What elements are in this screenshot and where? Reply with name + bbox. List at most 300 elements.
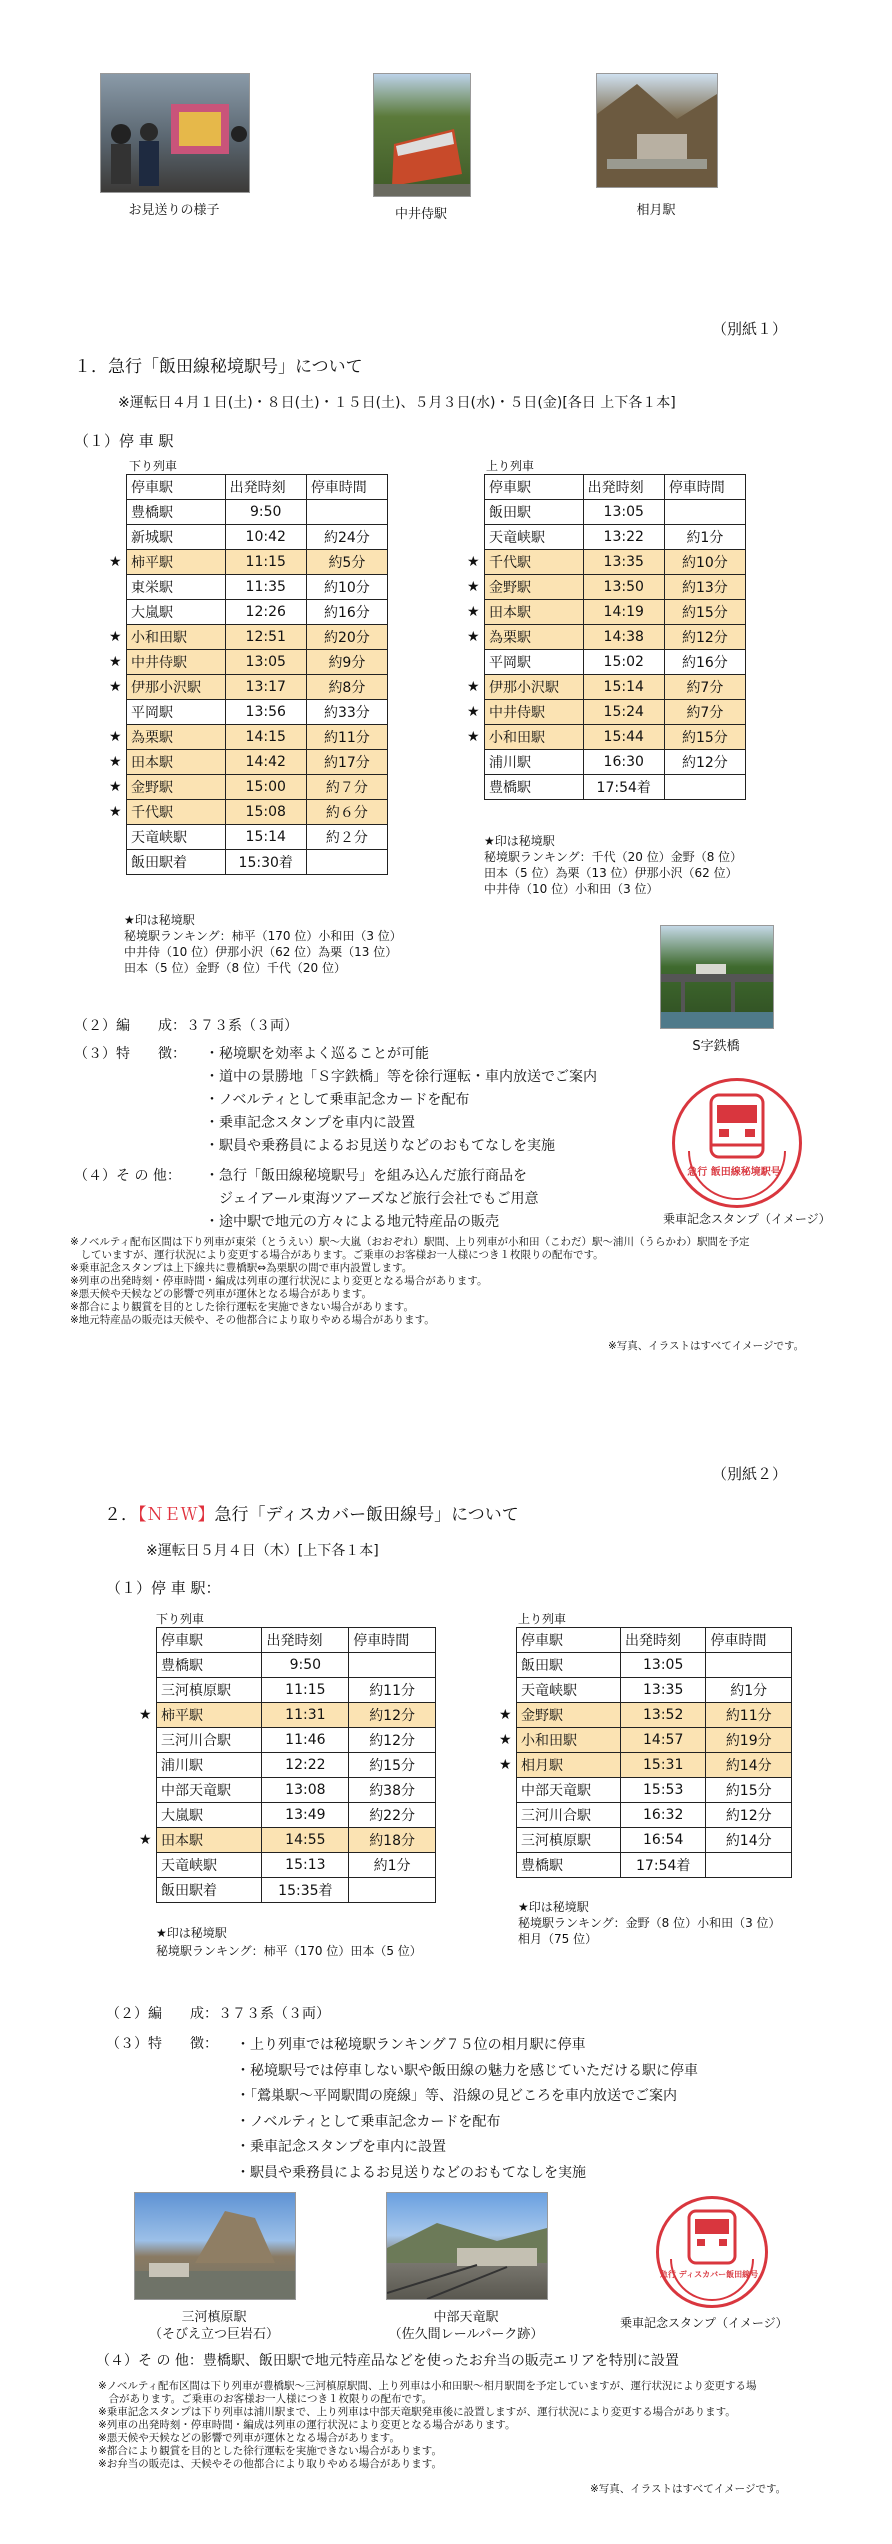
text-line: ※列車の出発時刻・停車時間・編成は列車の運行状況により変更となる場合があります。 (98, 2419, 516, 2431)
time-cell: 11:15 (225, 550, 306, 575)
stop-duration-cell: 約16分 (306, 600, 387, 625)
section-2-title-text: 急行「ディスカバー飯田線号」について (214, 1505, 519, 1525)
time-cell: 13:35 (620, 1678, 706, 1703)
time-cell: 14:55 (262, 1828, 349, 1853)
table-row (157, 1853, 436, 1878)
time-cell: 14:57 (620, 1728, 706, 1753)
stop-duration-cell (664, 775, 745, 800)
table-row (517, 1653, 792, 1678)
text-line: ・途中駅で地元の方々による地元特産品の販売 (205, 1214, 499, 1230)
secret-station-star-icon: ★ (499, 1731, 512, 1748)
table-row (157, 1728, 436, 1753)
s2-other: （４）そ の 他：豊橋駅、飯田駅で地元特産品などを使ったお弁当の販売エリアを特別に設置 (96, 2353, 679, 2369)
text-line: 田本（5 位）為栗（13 位）伊那小沢（62 位） (484, 866, 738, 880)
station-cell: 平岡駅 (127, 700, 226, 725)
text-line: 秘境駅ランキング：柿平（170 位）田本（5 位） (156, 1944, 422, 1958)
secret-station-star-icon: ★ (109, 803, 122, 820)
stop-duration-cell: 約11分 (306, 725, 387, 750)
table-row (127, 800, 388, 825)
table-row (157, 1828, 436, 1853)
table-row (485, 650, 746, 675)
stop-duration-cell: 約22分 (349, 1803, 436, 1828)
station-cell: 三河槙原駅 (517, 1828, 621, 1853)
text-line: ※ノベルティ配布区間は下り列車が東栄（とうえい）駅～大嵐（おおぞれ）駅間、上り列車が小和田（こわだ）駅～浦川（うらかわ）駅間を予定 (70, 1236, 750, 1248)
text-line: ・駅員や乗務員によるお見送りなどのおもてなしを実施 (236, 2164, 586, 2181)
stop-duration-cell: 約15分 (664, 725, 745, 750)
text-line: ※悪天候や天候などの影響で列車が運休となる場合があります。 (70, 1288, 372, 1300)
text-line: 相月（75 位） (518, 1932, 598, 1946)
station-cell: 豊橋駅 (517, 1853, 621, 1878)
station-cell: 飯田駅 (517, 1653, 621, 1678)
station-cell: 伊那小沢駅 (485, 675, 584, 700)
stop-duration-cell: 約15分 (706, 1778, 792, 1803)
stop-duration-cell (349, 1878, 436, 1903)
table-row (517, 1678, 792, 1703)
time-cell: 15:14 (583, 675, 664, 700)
s1-up-timetable (484, 474, 746, 800)
text-line: ★印は秘境駅 (156, 1926, 227, 1940)
table-row (485, 625, 746, 650)
appendix-2-label: （別紙２） (712, 1465, 788, 1483)
stamp-1-caption: 乗車記念スタンプ（イメージ） (663, 1212, 831, 1226)
text-line: ※ノベルティ配布区間は下り列車が豊橋駅～三河槙原駅間、上り列車は小和田駅～相月駅間を予定していますが、運行状況により変更する場 (98, 2380, 757, 2392)
station-cell: 東栄駅 (127, 575, 226, 600)
table-row (485, 550, 746, 575)
photo-chubu-tenryu (386, 2192, 548, 2300)
stop-duration-cell (706, 1653, 792, 1678)
photo-icon (661, 926, 773, 1028)
photo-mikawa-makihara-caption-1: 三河槙原駅 (181, 2310, 247, 2325)
stop-duration-cell: 約17分 (306, 750, 387, 775)
table-row (485, 600, 746, 625)
time-cell: 13:56 (225, 700, 306, 725)
s1-down-label: 下り列車 (129, 459, 178, 473)
text-line: ★印は秘境駅 (518, 1900, 589, 1914)
station-cell: 豊橋駅 (157, 1653, 262, 1678)
time-cell: 16:54 (620, 1828, 706, 1853)
text-line: ※乗車記念スタンプは上下線共に豊橋駅⇔為栗駅の間で車内設置します。 (70, 1262, 413, 1274)
photo-s-bridge (660, 925, 774, 1029)
timetable-header (485, 475, 746, 500)
table-row (127, 825, 388, 850)
time-cell: 15:24 (583, 700, 664, 725)
station-cell: 伊那小沢駅 (127, 675, 226, 700)
train-stamp-icon (659, 2199, 765, 2305)
stop-duration-cell: 約11分 (706, 1703, 792, 1728)
station-cell: 中井侍駅 (485, 700, 584, 725)
time-cell: 13:50 (583, 575, 664, 600)
station-cell: 千代駅 (485, 550, 584, 575)
photo-aizuki (596, 73, 718, 188)
stop-duration-cell (349, 1653, 436, 1678)
table-row (127, 850, 388, 875)
section-1-schedule: ※運転日４月１日(土)・８日(土)・１５日(土)、５月３日(水)・５日(金)[各日 上下各１本] (118, 395, 676, 411)
station-cell: 豊橋駅 (485, 775, 584, 800)
text-line: ・急行「飯田線秘境駅号」を組み込んだ旅行商品を (205, 1168, 527, 1184)
s1-other-label: （４）そ の 他： (74, 1168, 181, 1184)
text-line: ※都合により観賞を目的とした徐行運転を実施できない場合があります。 (70, 1301, 414, 1313)
secret-station-star-icon: ★ (109, 553, 122, 570)
table-row (517, 1728, 792, 1753)
s1-other-list (205, 1165, 538, 1234)
secret-station-star-icon: ★ (109, 778, 122, 795)
stamp-1-text: 急行 飯田線秘境駅号 (687, 1167, 781, 1178)
time-cell: 9:50 (225, 500, 306, 525)
station-cell: 田本駅 (485, 600, 584, 625)
secret-station-star-icon: ★ (109, 653, 122, 670)
text-line: ※乗車記念スタンプは下り列車は浦川駅まで、上り列車は中部天竜駅発車後に設置しますが、運行状況により変更する場合があります。 (98, 2406, 736, 2418)
time-cell: 15:35着 (262, 1878, 349, 1903)
station-cell: 柿平駅 (127, 550, 226, 575)
stop-duration-cell: 約２分 (306, 825, 387, 850)
text-line: 中井侍（10 位）伊那小沢（62 位）為栗（13 位） (124, 945, 398, 959)
text-line: ・道中の景勝地「Ｓ字鉄橋」等を徐行運転・車内放送でご案内 (205, 1069, 597, 1085)
stop-duration-cell: 約18分 (349, 1828, 436, 1853)
s2-formation: （２）編 成：３７３系（３両） (106, 2006, 330, 2022)
station-cell: 相月駅 (517, 1753, 621, 1778)
table-row (517, 1828, 792, 1853)
time-cell: 15:14 (225, 825, 306, 850)
stop-duration-cell: 約38分 (349, 1778, 436, 1803)
table-row (485, 775, 746, 800)
table-row (157, 1678, 436, 1703)
table-row (157, 1778, 436, 1803)
time-cell: 13:22 (583, 525, 664, 550)
s2-footnotes (98, 2380, 757, 2471)
stop-duration-cell (706, 1853, 792, 1878)
text-line: ★印は秘境駅 (484, 834, 555, 848)
photo-chubu-tenryu-caption-2: （佐久間レールパーク跡） (388, 2327, 544, 2342)
table-row (127, 700, 388, 725)
text-line: ・「鶯巣駅～平岡駅間の廃線」等、沿線の見どころを車内放送でご案内 (236, 2088, 677, 2104)
table-row (485, 750, 746, 775)
text-line: ・秘境駅号では停車しない駅や飯田線の魅力を感じていただける駅に停車 (236, 2062, 698, 2079)
secret-station-star-icon: ★ (467, 678, 480, 695)
table-row (127, 525, 388, 550)
stop-duration-cell: 約15分 (664, 600, 745, 625)
stop-duration-cell: 約20分 (306, 625, 387, 650)
stamp-2-caption: 乗車記念スタンプ（イメージ） (620, 2316, 788, 2330)
s2-up-timetable (516, 1627, 792, 1878)
column-header: 停車駅 (517, 1628, 621, 1653)
s1-features-label: （３）特 徴： (74, 1046, 186, 1062)
s1-down-notes (124, 912, 402, 976)
time-cell: 17:54着 (620, 1853, 706, 1878)
stop-duration-cell: 約8分 (306, 675, 387, 700)
text-line: していますが、運行状況により変更する場合があります。ご乗車のお客様お一人様につき１枚限りの配布です。 (70, 1249, 604, 1261)
photo-send-off (100, 73, 250, 193)
commemorative-stamp-2 (656, 2196, 768, 2308)
s1-footnotes (70, 1236, 750, 1327)
text-line: ★印は秘境駅 (124, 913, 195, 927)
table-row (485, 700, 746, 725)
text-line: ・秘境駅を効率よく巡ることが可能 (205, 1046, 429, 1062)
timetable-header (517, 1628, 792, 1653)
stop-duration-cell: 約６分 (306, 800, 387, 825)
s2-down-notes (156, 1924, 422, 1960)
table-row (517, 1778, 792, 1803)
stop-duration-cell: 約14分 (706, 1828, 792, 1853)
table-row (157, 1703, 436, 1728)
time-cell: 15:31 (620, 1753, 706, 1778)
table-row (517, 1853, 792, 1878)
stop-duration-cell: 約15分 (349, 1753, 436, 1778)
table-row (127, 575, 388, 600)
table-row (127, 775, 388, 800)
text-line: 秘境駅ランキング：柿平（170 位）小和田（3 位） (124, 929, 402, 943)
text-line: 秘境駅ランキング：金野（8 位）小和田（3 位） (518, 1916, 781, 1930)
table-row (127, 725, 388, 750)
section-1-stations-heading: （１）停 車 駅 (74, 432, 174, 450)
station-cell: 新城駅 (127, 525, 226, 550)
table-row (485, 675, 746, 700)
text-line: ※地元特産品の販売は天候や、その他都合により取りやめる場合があります。 (70, 1314, 435, 1326)
s2-down-timetable (156, 1627, 436, 1903)
stop-duration-cell: 約12分 (349, 1703, 436, 1728)
time-cell: 16:30 (583, 750, 664, 775)
time-cell: 15:53 (620, 1778, 706, 1803)
timetable-header (157, 1628, 436, 1653)
photo-icon (387, 2193, 547, 2299)
station-cell: 中部天竜駅 (157, 1778, 262, 1803)
secret-station-star-icon: ★ (467, 603, 480, 620)
secret-station-star-icon: ★ (109, 753, 122, 770)
station-cell: 浦川駅 (157, 1753, 262, 1778)
time-cell: 14:19 (583, 600, 664, 625)
table-row (127, 500, 388, 525)
time-cell: 15:13 (262, 1853, 349, 1878)
photo-send-off-caption: お見送りの様子 (128, 203, 220, 218)
table-row (485, 725, 746, 750)
station-cell: 大嵐駅 (157, 1803, 262, 1828)
column-header: 停車時間 (306, 475, 387, 500)
table-row (157, 1653, 436, 1678)
section-2-schedule: ※運転日５月４日（木）[上下各１本] (146, 1543, 379, 1559)
time-cell: 14:42 (225, 750, 306, 775)
stop-duration-cell (306, 850, 387, 875)
stop-duration-cell: 約７分 (306, 775, 387, 800)
table-row (157, 1878, 436, 1903)
text-line: 中井侍（10 位）小和田（3 位） (484, 882, 659, 896)
station-cell: 平岡駅 (485, 650, 584, 675)
time-cell: 13:08 (262, 1778, 349, 1803)
text-line: ・乗車記念スタンプを車内に設置 (236, 2139, 446, 2155)
stop-duration-cell: 約12分 (664, 625, 745, 650)
table-row (517, 1803, 792, 1828)
station-cell: 豊橋駅 (127, 500, 226, 525)
time-cell: 14:15 (225, 725, 306, 750)
station-cell: 田本駅 (157, 1828, 262, 1853)
station-cell: 金野駅 (485, 575, 584, 600)
table-row (127, 625, 388, 650)
time-cell: 15:30着 (225, 850, 306, 875)
time-cell: 14:38 (583, 625, 664, 650)
s2-up-label: 上り列車 (518, 1612, 567, 1626)
stop-duration-cell (306, 500, 387, 525)
station-cell: 小和田駅 (517, 1728, 621, 1753)
column-header: 出発時刻 (262, 1628, 349, 1653)
time-cell: 13:05 (225, 650, 306, 675)
secret-station-star-icon: ★ (109, 678, 122, 695)
secret-station-star-icon: ★ (467, 728, 480, 745)
column-header: 停車時間 (706, 1628, 792, 1653)
station-cell: 田本駅 (127, 750, 226, 775)
secret-station-star-icon: ★ (109, 728, 122, 745)
station-cell: 小和田駅 (485, 725, 584, 750)
s2-down-label: 下り列車 (156, 1612, 205, 1626)
text-line: ・ノベルティとして乗車記念カードを配布 (236, 2113, 501, 2130)
stop-duration-cell (664, 500, 745, 525)
photo-chubu-tenryu-caption-1: 中部天竜駅 (433, 2310, 499, 2325)
column-header: 出発時刻 (225, 475, 306, 500)
table-row (485, 500, 746, 525)
s1-disclaimer: ※写真、イラストはすべてイメージです。 (608, 1340, 805, 1352)
new-badge: 【ＮＥＷ】 (138, 1505, 215, 1525)
secret-station-star-icon: ★ (109, 628, 122, 645)
secret-station-star-icon: ★ (499, 1756, 512, 1773)
station-cell: 天竜峡駅 (485, 525, 584, 550)
time-cell: 13:35 (583, 550, 664, 575)
table-row (517, 1703, 792, 1728)
text-line: ・ノベルティとして乗車記念カードを配布 (205, 1092, 470, 1108)
stop-duration-cell: 約12分 (706, 1803, 792, 1828)
station-cell: 天竜峡駅 (127, 825, 226, 850)
station-cell: 飯田駅着 (127, 850, 226, 875)
secret-station-star-icon: ★ (139, 1831, 152, 1848)
timetable-header (127, 475, 388, 500)
text-line: ・上り列車では秘境駅ランキング７５位の相月駅に停車 (236, 2037, 586, 2053)
column-header: 停車駅 (127, 475, 226, 500)
section-2-title (104, 1500, 519, 1525)
commemorative-stamp-1 (672, 1078, 802, 1208)
text-line: 秘境駅ランキング：千代（20 位）金野（8 位） (484, 850, 743, 864)
table-row (485, 525, 746, 550)
stop-duration-cell: 約33分 (306, 700, 387, 725)
time-cell: 15:44 (583, 725, 664, 750)
time-cell: 10:42 (225, 525, 306, 550)
secret-station-star-icon: ★ (467, 578, 480, 595)
time-cell: 13:49 (262, 1803, 349, 1828)
s2-disclaimer: ※写真、イラストはすべてイメージです。 (590, 2483, 787, 2495)
secret-station-star-icon: ★ (467, 553, 480, 570)
photo-icon (135, 2193, 295, 2299)
photo-aizuki-caption: 相月駅 (636, 203, 676, 218)
stop-duration-cell: 約1分 (664, 525, 745, 550)
secret-station-star-icon: ★ (467, 628, 480, 645)
time-cell: 12:51 (225, 625, 306, 650)
station-cell: 浦川駅 (485, 750, 584, 775)
time-cell: 9:50 (262, 1653, 349, 1678)
time-cell: 15:08 (225, 800, 306, 825)
secret-station-star-icon: ★ (499, 1706, 512, 1723)
table-row (127, 550, 388, 575)
photo-nakaisamurai (373, 73, 471, 197)
table-row (127, 675, 388, 700)
station-cell: 千代駅 (127, 800, 226, 825)
text-line: ・乗車記念スタンプを車内に設置 (205, 1115, 415, 1131)
time-cell: 15:02 (583, 650, 664, 675)
column-header: 停車駅 (485, 475, 584, 500)
column-header: 出発時刻 (620, 1628, 706, 1653)
station-cell: 柿平駅 (157, 1703, 262, 1728)
table-row (127, 650, 388, 675)
time-cell: 13:52 (620, 1703, 706, 1728)
time-cell: 13:17 (225, 675, 306, 700)
text-line: 合があります。ご乗車のお客様お一人様につき１枚限りの配布です。 (98, 2393, 433, 2405)
s1-up-notes (484, 833, 742, 897)
station-cell: 為栗駅 (485, 625, 584, 650)
text-line: ジェイアール東海ツアーズなど旅行会社でもご用意 (205, 1191, 539, 1207)
table-row (517, 1753, 792, 1778)
text-line: ※都合により観賞を目的とした徐行運転を実施できない場合があります。 (98, 2445, 442, 2457)
station-cell: 三河川合駅 (517, 1803, 621, 1828)
secret-station-star-icon: ★ (139, 1706, 152, 1723)
table-row (485, 575, 746, 600)
station-cell: 天竜峡駅 (157, 1853, 262, 1878)
stop-duration-cell: 約12分 (349, 1728, 436, 1753)
station-cell: 小和田駅 (127, 625, 226, 650)
s2-features-label: （３）特 徴： (106, 2036, 218, 2052)
time-cell: 13:05 (583, 500, 664, 525)
section-2-number: ２． (104, 1505, 138, 1525)
secret-station-star-icon: ★ (467, 703, 480, 720)
stop-duration-cell: 約5分 (306, 550, 387, 575)
stop-duration-cell: 約19分 (706, 1728, 792, 1753)
column-header: 出発時刻 (583, 475, 664, 500)
s2-features-list (236, 2033, 698, 2186)
text-line: ・駅員や乗務員によるお見送りなどのおもてなしを実施 (205, 1138, 555, 1154)
time-cell: 12:22 (262, 1753, 349, 1778)
stop-duration-cell: 約1分 (349, 1853, 436, 1878)
s2-up-notes (518, 1899, 781, 1947)
s1-features-list (205, 1043, 597, 1158)
time-cell: 11:46 (262, 1728, 349, 1753)
time-cell: 11:31 (262, 1703, 349, 1728)
column-header: 停車時間 (349, 1628, 436, 1653)
text-line: ※悪天候や天候などの影響で列車が運休となる場合があります。 (98, 2432, 400, 2444)
stop-duration-cell: 約13分 (664, 575, 745, 600)
photo-s-bridge-caption: S字鉄橋 (692, 1039, 740, 1054)
stop-duration-cell: 約9分 (306, 650, 387, 675)
table-row (157, 1753, 436, 1778)
photo-mikawa-makihara-caption-2: （そびえ立つ巨岩石） (148, 2327, 279, 2342)
column-header: 停車時間 (664, 475, 745, 500)
stop-duration-cell: 約14分 (706, 1753, 792, 1778)
stop-duration-cell: 約11分 (349, 1678, 436, 1703)
photo-icon (101, 74, 249, 192)
photo-icon (597, 74, 717, 187)
time-cell: 12:26 (225, 600, 306, 625)
column-header: 停車駅 (157, 1628, 262, 1653)
section-1-title: １．急行「飯田線秘境駅号」について (74, 357, 363, 377)
section-2-stations-heading: （１）停 車 駅： (106, 1579, 221, 1597)
station-cell: 飯田駅 (485, 500, 584, 525)
table-row (127, 600, 388, 625)
stamp-2-text: 急行 ディスカバー飯田線号 (659, 2270, 759, 2279)
photo-mikawa-makihara (134, 2192, 296, 2300)
time-cell: 15:00 (225, 775, 306, 800)
time-cell: 16:32 (620, 1803, 706, 1828)
table-row (127, 750, 388, 775)
stop-duration-cell: 約12分 (664, 750, 745, 775)
time-cell: 13:05 (620, 1653, 706, 1678)
time-cell: 17:54着 (583, 775, 664, 800)
station-cell: 金野駅 (517, 1703, 621, 1728)
station-cell: 飯田駅着 (157, 1878, 262, 1903)
stop-duration-cell: 約1分 (706, 1678, 792, 1703)
time-cell: 11:15 (262, 1678, 349, 1703)
appendix-1-label: （別紙１） (712, 320, 788, 338)
